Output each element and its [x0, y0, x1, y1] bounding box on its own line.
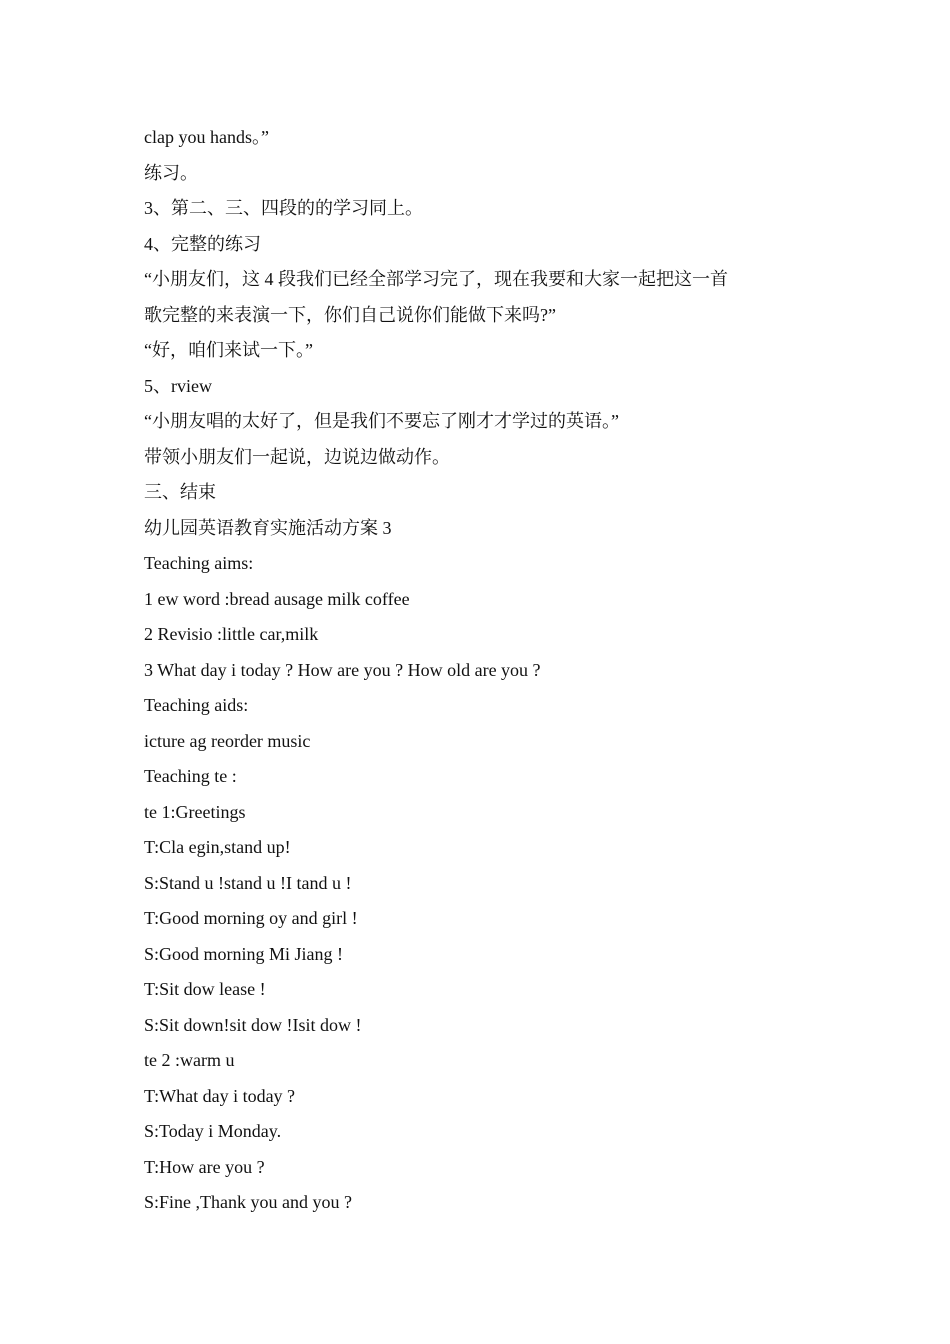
text-line: “小朋友们，这 4 段我们已经全部学习完了，现在我要和大家一起把这一首	[144, 269, 728, 289]
section-heading: 4、完整的练习	[144, 233, 261, 254]
list-item: 3 What day i today ? How are you ? How old are you ?	[144, 659, 541, 680]
dialogue-line: S:Good morning Mi Jiang !	[144, 943, 344, 964]
dialogue-line: T:How are you ?	[144, 1156, 265, 1177]
text-line: clap you hands。”	[144, 127, 269, 147]
text-line: “好，咱们来试一下。”	[144, 340, 313, 360]
text-line: icture ag reorder music	[144, 730, 311, 751]
text-line: 歌完整的来表演一下，你们自己说你们能做下来吗?”	[144, 304, 556, 325]
list-item: 1 ew word :bread ausage milk coffee	[144, 588, 410, 609]
dialogue-line: S:Today i Monday.	[144, 1121, 282, 1141]
text-line: 带领小朋友们一起说，边说边做动作。	[144, 446, 450, 467]
dialogue-line: S:Fine ,Thank you and you ?	[144, 1192, 352, 1212]
dialogue-line: T:What day i today ?	[144, 1085, 296, 1106]
document-title: 幼儿园英语教育实施活动方案 3	[144, 517, 392, 538]
dialogue-line: S:Sit down!sit dow !Isit dow !	[144, 1014, 362, 1035]
text-line: 练习。	[144, 162, 198, 183]
document-body	[144, 120, 804, 1221]
step-heading: te 1:Greetings	[144, 801, 246, 822]
section-heading: Teaching te :	[144, 766, 237, 786]
section-heading: Teaching aids:	[144, 695, 249, 715]
section-heading: 5、rview	[144, 375, 212, 396]
section-heading: Teaching aims:	[144, 553, 254, 573]
step-heading: te 2 :warm u	[144, 1050, 235, 1070]
text-line: “小朋友唱的太好了，但是我们不要忘了刚才才学过的英语。”	[144, 411, 619, 431]
dialogue-line: T:Good morning oy and girl !	[144, 908, 358, 928]
dialogue-line: T:Sit dow lease !	[144, 979, 266, 999]
section-heading: 三、结束	[144, 482, 216, 502]
list-item: 2 Revisio :little car,milk	[144, 624, 319, 644]
dialogue-line: S:Stand u !stand u !I tand u !	[144, 872, 352, 893]
dialogue-line: T:Cla egin,stand up!	[144, 837, 291, 857]
text-line: 3、第二、三、四段的的学习同上。	[144, 198, 423, 218]
